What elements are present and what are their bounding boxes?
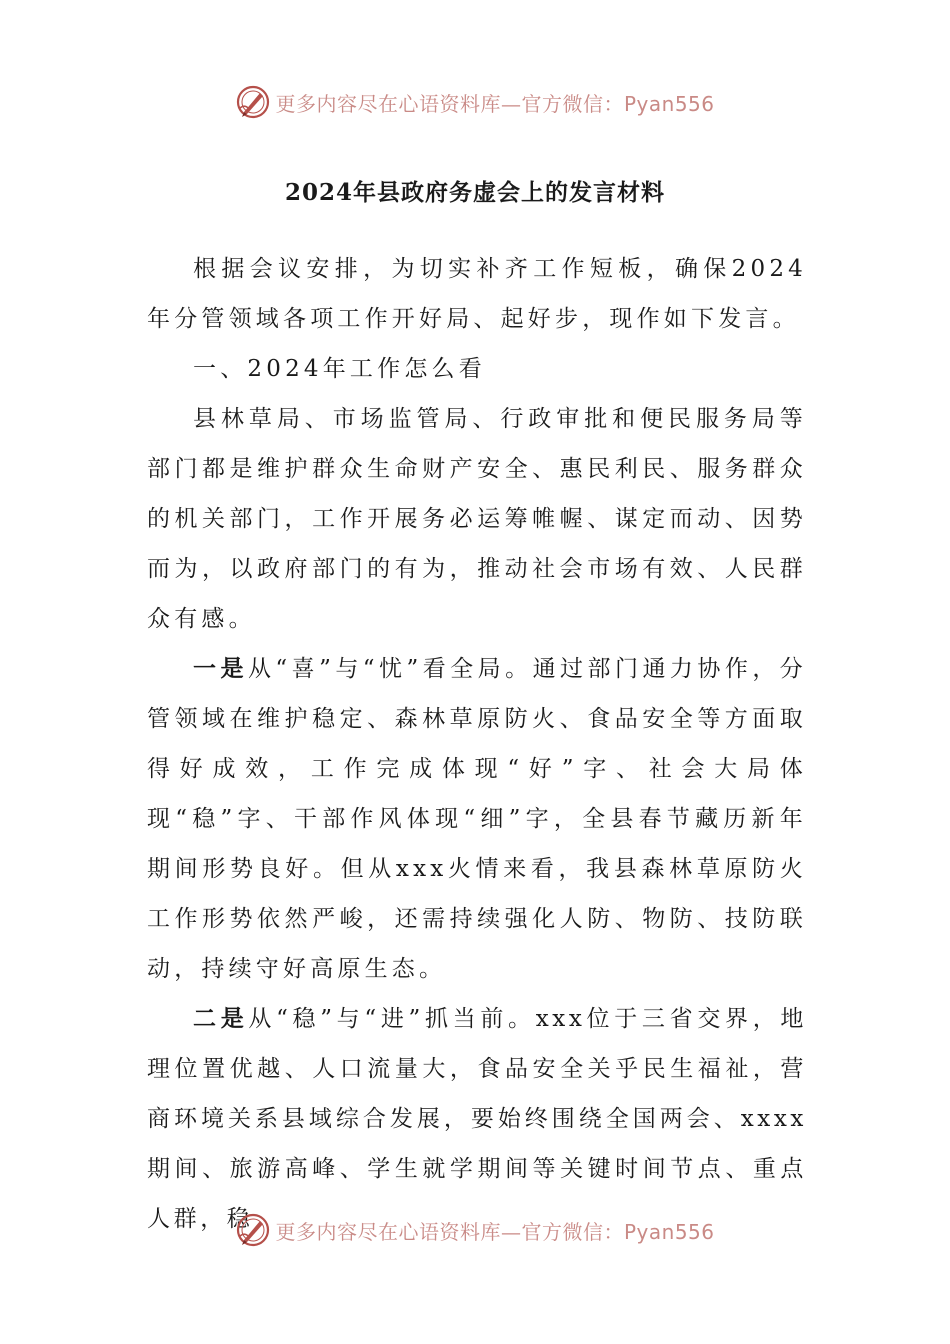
document-title: 2024年县政府务虚会上的发言材料 [284,179,665,206]
watermark-text: 更多内容尽在心语资料库—官方微信：Pyan556 [275,1219,715,1244]
paragraph-departments: 县林草局、市场监管局、行政审批和便民服务局等部门都是维护群众生命财产安全、惠民利民、服务群众的机关部门，工作开展务必运筹帷幄、谋定而动、因势而为，以政府部门的有为，推动社会市场有效、人民群众有感。 [147,406,807,632]
pen-logo-icon [235,84,271,120]
footer-watermark-banner [0,1210,950,1250]
header-watermark-banner [0,82,950,122]
pen-logo-icon [235,1212,271,1248]
document-body [147,244,807,1244]
point-one-lead: 一是 [193,655,248,682]
section-heading-1: 一、2024年工作怎么看 [193,356,486,382]
paragraph-intro: 根据会议安排，为切实补齐工作短板，确保2024年分管领域各项工作开好局、起好步，现作如下发言。 [147,256,807,332]
paragraph-point-two: 二是从“稳”与“进”抓当前。xxx位于三省交界，地理位置优越、人口流量大，食品安全关乎民生福祉，营商环境关系县域综合发展，要始终围绕全国两会、xxxx期间、旅游高峰、学生就学期间等关键时间节点、重点人群，稳 [147,1005,807,1232]
watermark-text: 更多内容尽在心语资料库—官方微信：Pyan556 [275,91,715,116]
paragraph-point-one: 一是从“喜”与“忧”看全局。通过部门通力协作，分管领域在维护稳定、森林草原防火、食品安全等方面取得好成效，工作完成体现“好”字、社会大局体现“稳”字、干部作风体现“细”字，全县春节藏历新年期间形势良好。但从xxx火情来看，我县森林草原防火工作形势依然严峻，还需持续强化人防、物防、技防联动，持续守好高原生态。 [147,655,807,982]
point-two-lead: 二是 [193,1005,249,1032]
